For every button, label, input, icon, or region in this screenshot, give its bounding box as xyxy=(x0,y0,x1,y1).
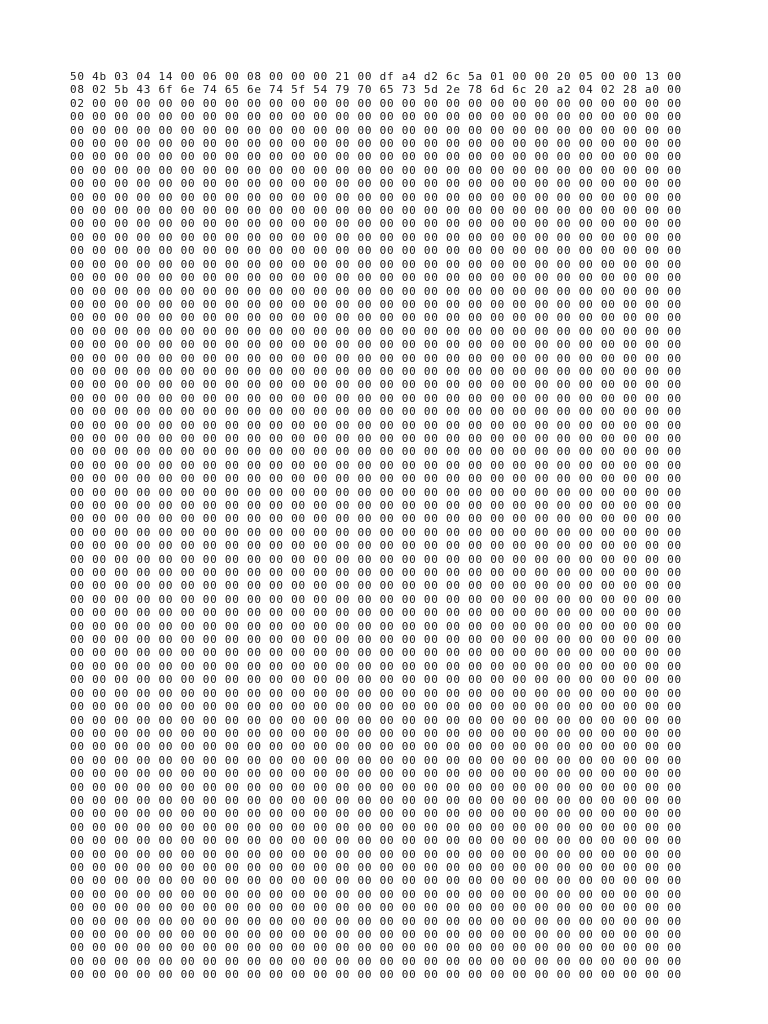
hex-line: 00 00 00 00 00 00 00 00 00 00 00 00 00 00 00 00 00 00 00 00 00 00 00 00 00 00 00 00 xyxy=(70,204,682,218)
hex-line: 00 00 00 00 00 00 00 00 00 00 00 00 00 00 00 00 00 00 00 00 00 00 00 00 00 00 00 00 xyxy=(70,472,682,486)
hex-line: 00 00 00 00 00 00 00 00 00 00 00 00 00 00 00 00 00 00 00 00 00 00 00 00 00 00 00 00 xyxy=(70,954,682,968)
hex-line: 00 00 00 00 00 00 00 00 00 00 00 00 00 00 00 00 00 00 00 00 00 00 00 00 00 00 00 00 xyxy=(70,713,682,727)
hex-line: 00 00 00 00 00 00 00 00 00 00 00 00 00 00 00 00 00 00 00 00 00 00 00 00 00 00 00 00 xyxy=(70,445,682,459)
hex-line: 00 00 00 00 00 00 00 00 00 00 00 00 00 00 00 00 00 00 00 00 00 00 00 00 00 00 00 00 xyxy=(70,887,682,901)
hex-line: 00 00 00 00 00 00 00 00 00 00 00 00 00 00 00 00 00 00 00 00 00 00 00 00 00 00 00 00 xyxy=(70,700,682,714)
hex-line: 00 00 00 00 00 00 00 00 00 00 00 00 00 00 00 00 00 00 00 00 00 00 00 00 00 00 00 00 xyxy=(70,619,682,633)
hex-line: 00 00 00 00 00 00 00 00 00 00 00 00 00 00 00 00 00 00 00 00 00 00 00 00 00 00 00 00 xyxy=(70,405,682,419)
hex-line: 00 00 00 00 00 00 00 00 00 00 00 00 00 00 00 00 00 00 00 00 00 00 00 00 00 00 00 00 xyxy=(70,391,682,405)
hex-line: 00 00 00 00 00 00 00 00 00 00 00 00 00 00 00 00 00 00 00 00 00 00 00 00 00 00 00 00 xyxy=(70,941,682,955)
hex-line: 50 4b 03 04 14 00 06 00 08 00 00 00 21 00 df a4 d2 6c 5a 01 00 00 20 05 00 00 13 00 xyxy=(70,70,682,83)
hex-line: 00 00 00 00 00 00 00 00 00 00 00 00 00 00 00 00 00 00 00 00 00 00 00 00 00 00 00 00 xyxy=(70,552,682,566)
hex-line: 00 00 00 00 00 00 00 00 00 00 00 00 00 00 00 00 00 00 00 00 00 00 00 00 00 00 00 00 xyxy=(70,579,682,593)
hex-line: 00 00 00 00 00 00 00 00 00 00 00 00 00 00 00 00 00 00 00 00 00 00 00 00 00 00 00 00 xyxy=(70,499,682,512)
hex-line: 00 00 00 00 00 00 00 00 00 00 00 00 00 00 00 00 00 00 00 00 00 00 00 00 00 00 00 00 xyxy=(70,780,682,794)
hex-line: 00 00 00 00 00 00 00 00 00 00 00 00 00 00 00 00 00 00 00 00 00 00 00 00 00 00 00 00 xyxy=(70,217,682,231)
hex-dump-block xyxy=(70,70,682,982)
hex-line: 00 00 00 00 00 00 00 00 00 00 00 00 00 00 00 00 00 00 00 00 00 00 00 00 00 00 00 00 xyxy=(70,633,682,647)
hex-line: 00 00 00 00 00 00 00 00 00 00 00 00 00 00 00 00 00 00 00 00 00 00 00 00 00 00 00 00 xyxy=(70,244,682,258)
hex-line: 00 00 00 00 00 00 00 00 00 00 00 00 00 00 00 00 00 00 00 00 00 00 00 00 00 00 00 00 xyxy=(70,646,682,660)
hex-line: 00 00 00 00 00 00 00 00 00 00 00 00 00 00 00 00 00 00 00 00 00 00 00 00 00 00 00 00 xyxy=(70,123,682,137)
hex-line: 00 00 00 00 00 00 00 00 00 00 00 00 00 00 00 00 00 00 00 00 00 00 00 00 00 00 00 00 xyxy=(70,297,682,311)
hex-line: 00 00 00 00 00 00 00 00 00 00 00 00 00 00 00 00 00 00 00 00 00 00 00 00 00 00 00 00 xyxy=(70,793,682,807)
hex-line: 00 00 00 00 00 00 00 00 00 00 00 00 00 00 00 00 00 00 00 00 00 00 00 00 00 00 00 00 xyxy=(70,110,682,124)
hex-line: 00 00 00 00 00 00 00 00 00 00 00 00 00 00 00 00 00 00 00 00 00 00 00 00 00 00 00 00 xyxy=(70,566,682,580)
hex-line: 00 00 00 00 00 00 00 00 00 00 00 00 00 00 00 00 00 00 00 00 00 00 00 00 00 00 00 00 xyxy=(70,847,682,861)
hex-line: 00 00 00 00 00 00 00 00 00 00 00 00 00 00 00 00 00 00 00 00 00 00 00 00 00 00 00 00 xyxy=(70,163,682,177)
hex-line: 00 00 00 00 00 00 00 00 00 00 00 00 00 00 00 00 00 00 00 00 00 00 00 00 00 00 00 00 xyxy=(70,686,682,700)
hex-line: 00 00 00 00 00 00 00 00 00 00 00 00 00 00 00 00 00 00 00 00 00 00 00 00 00 00 00 00 xyxy=(70,740,682,754)
hex-line: 00 00 00 00 00 00 00 00 00 00 00 00 00 00 00 00 00 00 00 00 00 00 00 00 00 00 00 00 xyxy=(70,378,682,392)
hex-line: 00 00 00 00 00 00 00 00 00 00 00 00 00 00 00 00 00 00 00 00 00 00 00 00 00 00 00 00 xyxy=(70,659,682,673)
hex-line: 00 00 00 00 00 00 00 00 00 00 00 00 00 00 00 00 00 00 00 00 00 00 00 00 00 00 00 00 xyxy=(70,874,682,888)
hex-line: 00 00 00 00 00 00 00 00 00 00 00 00 00 00 00 00 00 00 00 00 00 00 00 00 00 00 00 00 xyxy=(70,418,682,432)
hex-line: 00 00 00 00 00 00 00 00 00 00 00 00 00 00 00 00 00 00 00 00 00 00 00 00 00 00 00 00 xyxy=(70,968,682,982)
hex-line: 00 00 00 00 00 00 00 00 00 00 00 00 00 00 00 00 00 00 00 00 00 00 00 00 00 00 00 00 xyxy=(70,928,682,941)
hex-line: 00 00 00 00 00 00 00 00 00 00 00 00 00 00 00 00 00 00 00 00 00 00 00 00 00 00 00 00 xyxy=(70,324,682,338)
hex-line: 00 00 00 00 00 00 00 00 00 00 00 00 00 00 00 00 00 00 00 00 00 00 00 00 00 00 00 00 xyxy=(70,485,682,499)
hex-line: 00 00 00 00 00 00 00 00 00 00 00 00 00 00 00 00 00 00 00 00 00 00 00 00 00 00 00 00 xyxy=(70,230,682,244)
hex-line: 00 00 00 00 00 00 00 00 00 00 00 00 00 00 00 00 00 00 00 00 00 00 00 00 00 00 00 00 xyxy=(70,753,682,767)
hex-line: 00 00 00 00 00 00 00 00 00 00 00 00 00 00 00 00 00 00 00 00 00 00 00 00 00 00 00 00 xyxy=(70,901,682,915)
hex-line: 00 00 00 00 00 00 00 00 00 00 00 00 00 00 00 00 00 00 00 00 00 00 00 00 00 00 00 00 xyxy=(70,458,682,472)
hex-line: 00 00 00 00 00 00 00 00 00 00 00 00 00 00 00 00 00 00 00 00 00 00 00 00 00 00 00 00 xyxy=(70,539,682,553)
hex-line: 00 00 00 00 00 00 00 00 00 00 00 00 00 00 00 00 00 00 00 00 00 00 00 00 00 00 00 00 xyxy=(70,150,682,164)
hex-line: 00 00 00 00 00 00 00 00 00 00 00 00 00 00 00 00 00 00 00 00 00 00 00 00 00 00 00 00 xyxy=(70,284,682,298)
hex-line: 00 00 00 00 00 00 00 00 00 00 00 00 00 00 00 00 00 00 00 00 00 00 00 00 00 00 00 00 xyxy=(70,767,682,781)
hex-line: 00 00 00 00 00 00 00 00 00 00 00 00 00 00 00 00 00 00 00 00 00 00 00 00 00 00 00 00 xyxy=(70,860,682,874)
hex-line: 08 02 5b 43 6f 6e 74 65 6e 74 5f 54 79 70 65 73 5d 2e 78 6d 6c 20 a2 04 02 28 a0 00 xyxy=(70,83,682,97)
hex-line: 00 00 00 00 00 00 00 00 00 00 00 00 00 00 00 00 00 00 00 00 00 00 00 00 00 00 00 00 xyxy=(70,820,682,834)
hex-line: 00 00 00 00 00 00 00 00 00 00 00 00 00 00 00 00 00 00 00 00 00 00 00 00 00 00 00 00 xyxy=(70,190,682,204)
hex-line: 02 00 00 00 00 00 00 00 00 00 00 00 00 00 00 00 00 00 00 00 00 00 00 00 00 00 00 00 xyxy=(70,96,682,110)
hex-line: 00 00 00 00 00 00 00 00 00 00 00 00 00 00 00 00 00 00 00 00 00 00 00 00 00 00 00 00 xyxy=(70,137,682,151)
hex-line: 00 00 00 00 00 00 00 00 00 00 00 00 00 00 00 00 00 00 00 00 00 00 00 00 00 00 00 00 xyxy=(70,807,682,821)
hex-line: 00 00 00 00 00 00 00 00 00 00 00 00 00 00 00 00 00 00 00 00 00 00 00 00 00 00 00 00 xyxy=(70,606,682,620)
hex-line: 00 00 00 00 00 00 00 00 00 00 00 00 00 00 00 00 00 00 00 00 00 00 00 00 00 00 00 00 xyxy=(70,834,682,848)
hex-line: 00 00 00 00 00 00 00 00 00 00 00 00 00 00 00 00 00 00 00 00 00 00 00 00 00 00 00 00 xyxy=(70,311,682,325)
hex-line: 00 00 00 00 00 00 00 00 00 00 00 00 00 00 00 00 00 00 00 00 00 00 00 00 00 00 00 00 xyxy=(70,726,682,740)
hex-line: 00 00 00 00 00 00 00 00 00 00 00 00 00 00 00 00 00 00 00 00 00 00 00 00 00 00 00 00 xyxy=(70,257,682,271)
hex-line: 00 00 00 00 00 00 00 00 00 00 00 00 00 00 00 00 00 00 00 00 00 00 00 00 00 00 00 00 xyxy=(70,338,682,352)
hex-line: 00 00 00 00 00 00 00 00 00 00 00 00 00 00 00 00 00 00 00 00 00 00 00 00 00 00 00 00 xyxy=(70,271,682,285)
hex-line: 00 00 00 00 00 00 00 00 00 00 00 00 00 00 00 00 00 00 00 00 00 00 00 00 00 00 00 00 xyxy=(70,512,682,526)
hex-line: 00 00 00 00 00 00 00 00 00 00 00 00 00 00 00 00 00 00 00 00 00 00 00 00 00 00 00 00 xyxy=(70,525,682,539)
hex-line: 00 00 00 00 00 00 00 00 00 00 00 00 00 00 00 00 00 00 00 00 00 00 00 00 00 00 00 00 xyxy=(70,592,682,606)
hex-line: 00 00 00 00 00 00 00 00 00 00 00 00 00 00 00 00 00 00 00 00 00 00 00 00 00 00 00 00 xyxy=(70,431,682,445)
hex-line: 00 00 00 00 00 00 00 00 00 00 00 00 00 00 00 00 00 00 00 00 00 00 00 00 00 00 00 00 xyxy=(70,914,682,928)
hex-line: 00 00 00 00 00 00 00 00 00 00 00 00 00 00 00 00 00 00 00 00 00 00 00 00 00 00 00 00 xyxy=(70,364,682,378)
hex-line: 00 00 00 00 00 00 00 00 00 00 00 00 00 00 00 00 00 00 00 00 00 00 00 00 00 00 00 00 xyxy=(70,177,682,191)
hex-line: 00 00 00 00 00 00 00 00 00 00 00 00 00 00 00 00 00 00 00 00 00 00 00 00 00 00 00 00 xyxy=(70,673,682,687)
hex-line: 00 00 00 00 00 00 00 00 00 00 00 00 00 00 00 00 00 00 00 00 00 00 00 00 00 00 00 00 xyxy=(70,351,682,365)
